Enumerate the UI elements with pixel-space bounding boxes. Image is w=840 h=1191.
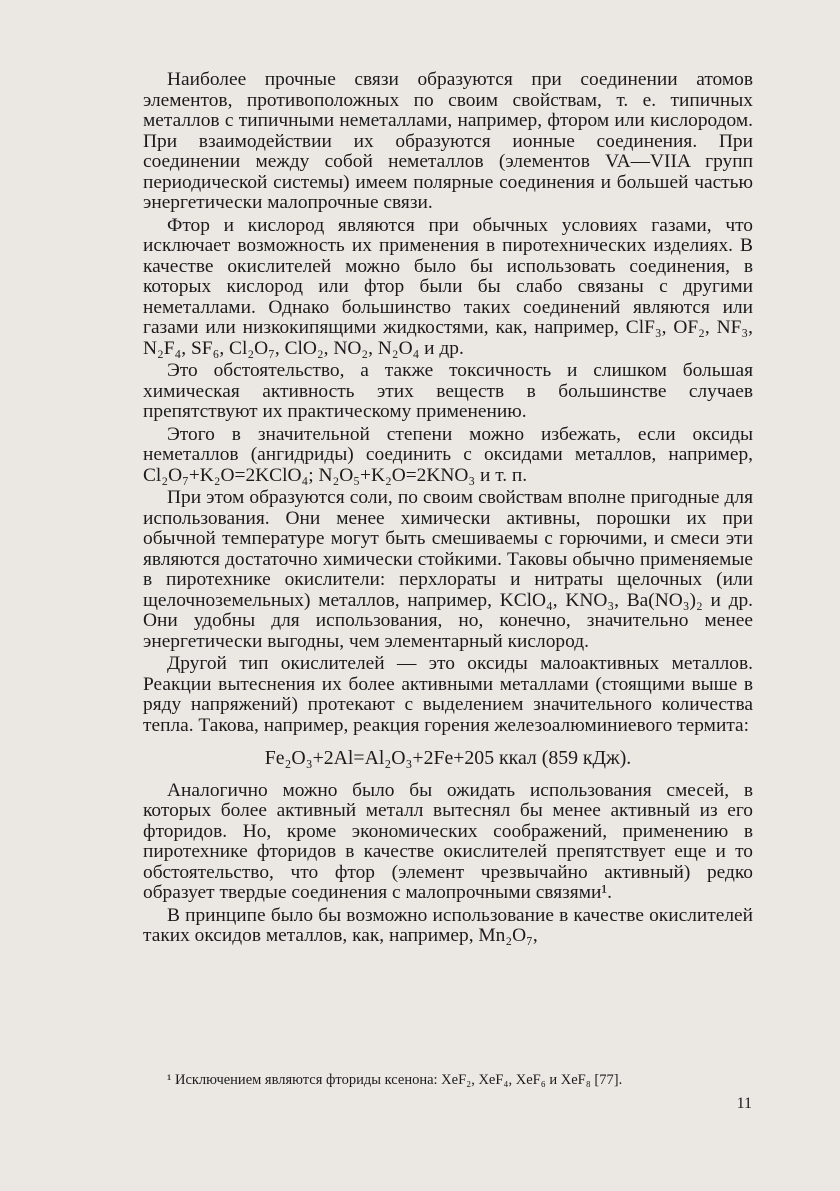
paragraph-1: Наиболее прочные связи образуются при соединении атомов элементов, противоположных по своим свойствам, т. е. типичных металлов с типичными неметаллами, например, фтором или кислородом. При взаимодействии их образуются ионные соединения. При соединении между собой неметаллов (элементов VA—VIIA групп периодической системы) имеем полярные соединения и большей частью энергетически малопрочные связи. (143, 69, 753, 213)
page-number: 11 (736, 1095, 752, 1112)
main-text (143, 70, 753, 947)
paragraph-8: В принципе было бы возможно использование в качестве окислителей таких оксидов металлов, как, например, Mn₂O₇, (143, 904, 753, 946)
paragraph-4: Этого в значительной степени можно избежать, если оксиды неметаллов (ангидриды) соединить с оксидами металлов, например, Cl₂O₇+K₂O=2KClO₄; N₂O₅+K₂O=2KNO₃ и т. п. (143, 423, 753, 486)
paragraph-6: Другой тип окислителей — это оксиды малоактивных металлов. Реакции вытеснения их более активными металлами (стоящими выше в ряду напряжений) протекают с выделением значительного количества тепла. Такова, например, реакция горения железоалюминиевого термита: (143, 653, 753, 736)
footnote: ¹ Исключением являются фториды ксенона: XeF₂, XeF₄, XeF₆ и XeF₈ [77]. (167, 1072, 623, 1088)
paragraph-5: При этом образуются соли, по своим свойствам вполне пригодные для использования. Они менее химически активны, порошки их при обычной температуре могут быть смешиваемы с горючими, и смеси эти являются достаточно химически стойкими. Таковы обычно применяемые в пиротехнике окислители: перхлораты и нитраты щелочных (или щелочноземельных) металлов, например, KClO₄, KNO₃, Ba(NO₃)₂ и др. Они удобны для использования, но, конечно, значительно менее энергетически выгодны, чем элементарный кислород. (143, 487, 753, 652)
paragraph-7: Аналогично можно было бы ожидать использования смесей, в которых более активный металл вытеснял бы менее активный из его фторидов. Но, кроме экономических соображений, применению в пиротехнике фторидов в качестве окислителей препятствует еще и то обстоятельство, что фтор (элемент чрезвычайно активный) редко образует твердые соединения с малопрочными связями¹. (143, 779, 753, 903)
paragraph-2: Фтор и кислород являются при обычных условиях газами, что исключает возможность их применения в пиротехнических изделиях. В качестве окислителей можно было бы использовать соединения, в которых кислород или фтор были бы слабо связаны с другими неметаллами. Однако большинство таких соединений являются или газами или низкокипящими жидкостями, как, например, ClF₃, OF₂, NF₃, N₂F₄, SF₆, Cl₂O₇, ClO₂, NO₂, N₂O₄ и др. (143, 214, 753, 359)
thermite-equation: Fe₂O₃+2Al=Al₂O₃+2Fe+205 ккал (859 кДж). (264, 747, 632, 769)
paragraph-3: Это обстоятельство, а также токсичность и слишком большая химическая активность этих веществ в большинстве случаев препятствуют их практическому применению. (143, 360, 753, 422)
